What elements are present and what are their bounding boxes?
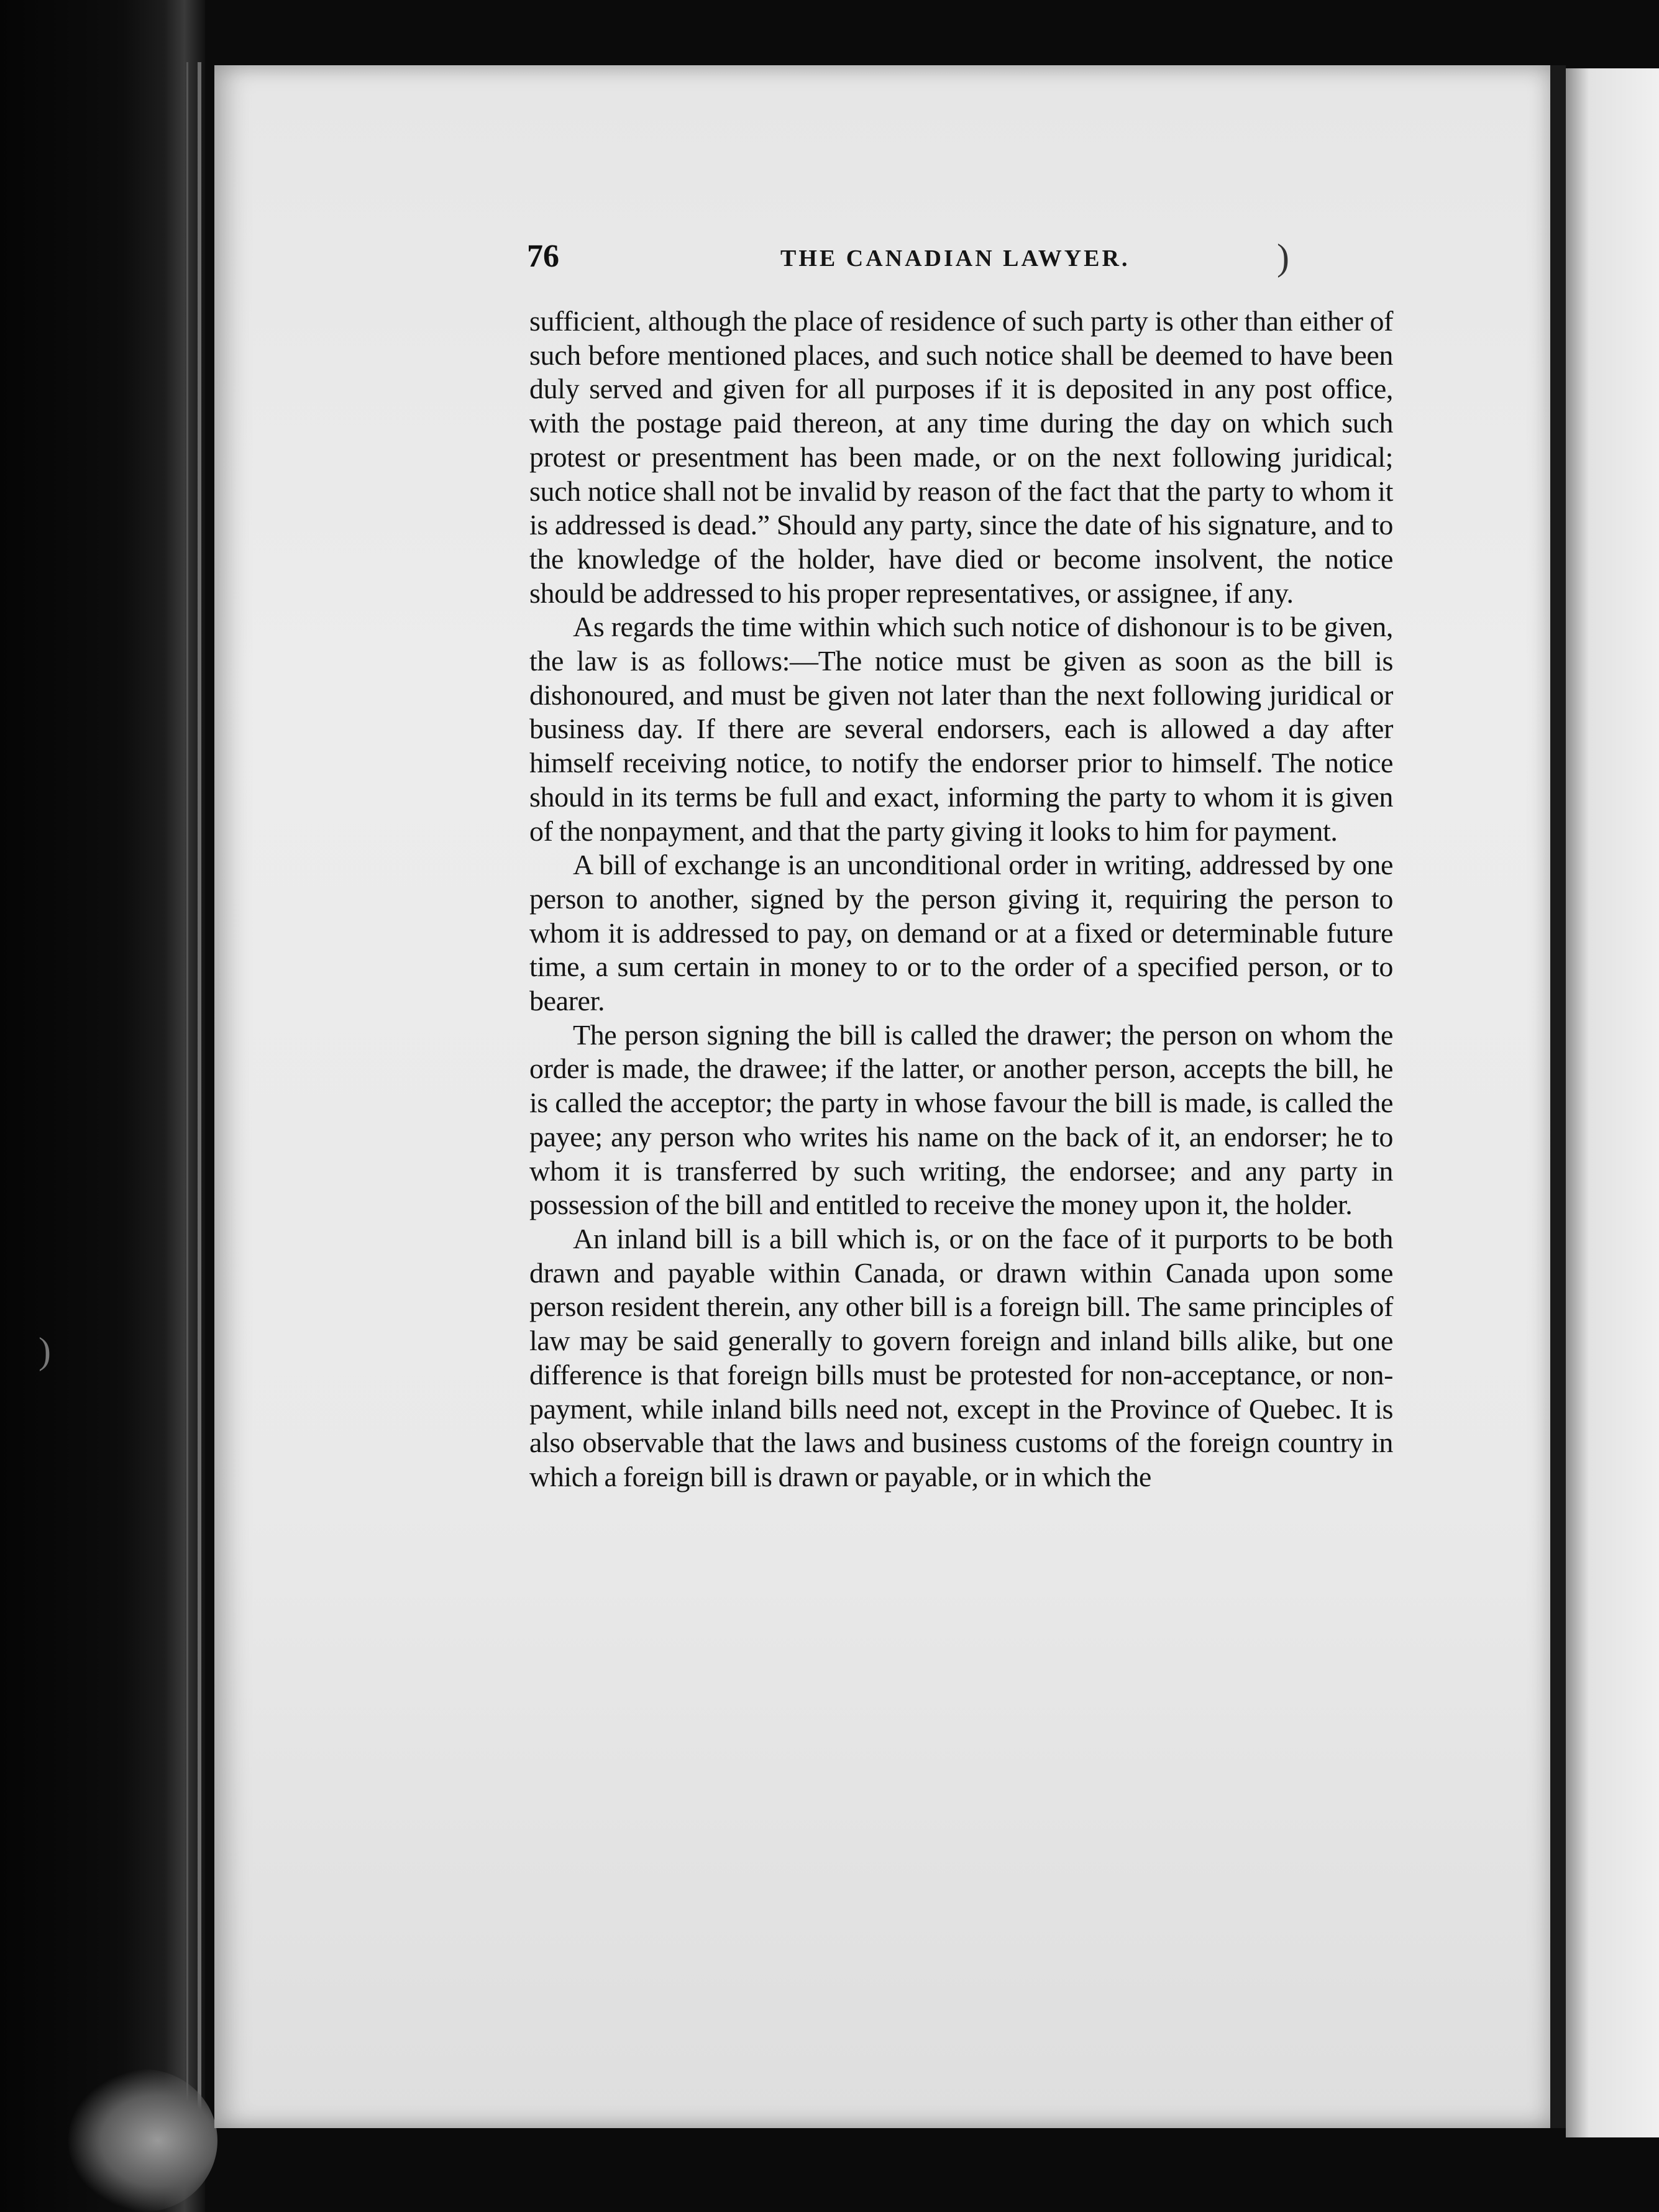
facing-page-edge: [1566, 68, 1659, 2137]
page-header: [527, 235, 1394, 285]
paragraph: As regards the time within which such notice of dishonour is to be given, the law is as follows:—The notice must be given as soon as the bill is dishonoured, and must be given not later than the next following juridical or business day. If there are several endorsers, each is allowed a day after himself receiving notice, to notify the endorser prior to himself. The notice should in its terms be full and exact, informing the party to whom it is given of the nonpayment, and that the party giving it looks to him for payment.: [529, 611, 1393, 847]
paragraph: The person signing the bill is called the drawer; the person on whom the order is made, the drawee; if the latter, or another person, accepts the bill, he is called the acceptor; the party in whose favour the bill is made, is called the payee; any person who writes his name on the back of it, an endorser; he to whom it is transferred by such writing, the endorsee; and any party in possession of the bill and entitled to receive the money upon it, the holder.: [529, 1018, 1393, 1221]
left-binding-shadow: [0, 0, 205, 2212]
page-smudge: [68, 2069, 217, 2212]
binding-edge-line: [198, 62, 201, 2150]
paragraph: An inland bill is a bill which is, or on the face of it purports to be both drawn and payable within Canada, or drawn within Canada upon some person resident therein, any other bill is a foreign bill. The same principles of law may be said generally to govern foreign and inland bills alike, but one difference is that foreign bills must be protested for non-acceptance, or non-payment, while inland bills need not, except in the Province of Quebec. It is also observable that the laws and business customs of the foreign country in which a foreign bill is drawn or payable, or in which the: [529, 1222, 1393, 1492]
page-number: 76: [527, 239, 559, 274]
paragraph: A bill of exchange is an unconditional order in writing, addressed by one person to another, signed by the person giving it, requiring the person to whom it is addressed to pay, on demand or at a fixed or determinable future time, a sum certain in money to or to the order of a specified person, or to bearer.: [529, 849, 1393, 1017]
running-head: THE CANADIAN LAWYER.: [780, 245, 1130, 272]
body-text: [529, 304, 1393, 1494]
paragraph: sufficient, although the place of residence of such party is other than either of such before mentioned places, and such notice shall be deemed to have been duly served and given for all purposes if it is deposited in any post office, with the postage paid thereon, at any time during the day on which such protest or presentment has been made, or on the next following juridical; such notice shall not be invalid by reason of the fact that the party to whom it is addressed is dead.” Should any party, since the date of his signature, and to the knowledge of the holder, have died or become insolvent, the notice should be addressed to his proper representatives, or assignee, if any.: [529, 305, 1393, 609]
page-mark: ): [39, 1330, 51, 1371]
page-mark: ): [1277, 237, 1289, 278]
binding-edge-line: [186, 62, 188, 2150]
page-gutter: [1550, 65, 1566, 2128]
